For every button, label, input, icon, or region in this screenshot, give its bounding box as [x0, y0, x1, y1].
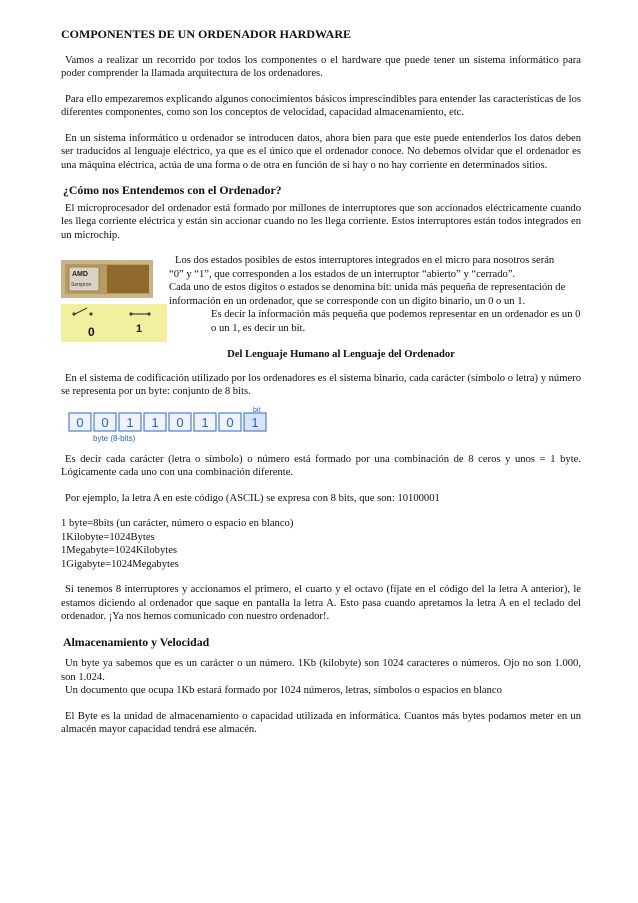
unit-line-byte: 1 byte=8bits (un carácter, número o espacio en blanco) [61, 518, 294, 529]
switch-open-label: 0 [88, 325, 95, 339]
bit-figure-row [61, 254, 581, 342]
paragraph-ascii-example: Por ejemplo, la letra A en este código (ASCIL) se expresa con 8 bits, que son: 10100001 [65, 492, 440, 504]
bit-digit: 0 [101, 414, 109, 430]
paragraph-intro: Vamos a realizar un recorrido por todos los componentes o el hardware que puede tener un sistema informático para poder comprender la llamada arquitectura de los ordenadores. [61, 54, 581, 79]
chip-model-text: Sempron [71, 282, 92, 288]
bit-digit: 0 [176, 414, 184, 430]
bit-text-line-4: Es decir la información más pequeña que podemos representar en un ordenador es un 0 o un 1, es decir un bit. [211, 309, 581, 334]
switch-states-image [61, 304, 167, 342]
paragraph-switch-example: Si tenemos 8 interruptores y accionamos el primero, el cuarto y el octavo (fíjate en el código del la letra A anterior), le estamos diciendo al ordenador que saque en pantalla la letra A. Esto pasa cuando apretamos la letra A en el teclado del ordenador. ¡Ya nos hemos comunicado con nuestro ordenador!. [61, 584, 581, 622]
paragraph-concepts: Para ello empezaremos explicando algunos conocimientos básicos imprescindibles para entender las características de los diferentes componentes, como son los conceptos de velocidad, capacidad almacenamiento, etc. [61, 93, 581, 118]
paragraph-electric: En un sistema informático u ordenador se introducen datos, ahora bien para que este puede entenderlos los datos deben ser traducidos al lenguaje eléctrico, ya que es el único que el ordenador conoce. No debemos olvidar que el ordenador es una máquina eléctrica, actúa de una forma o de otra en función de si hay o no hay corriente en determinados sitios. [61, 132, 581, 171]
heading-understanding: ¿Cómo nos Entendemos con el Ordenador? [63, 183, 282, 197]
bit-text-line-3: Cada uno de estos dígitos o estados se denomina bit: unida más pequeña de representación de información en un ordenador, que se corresponde con un dígito binario, un 0 o un 1. [169, 282, 566, 307]
bit-text-line-2: “0” y “1”, que corresponden a los estados de un interruptor “abierto” y “cerrado”. [169, 268, 516, 280]
document-title: COMPONENTES DE UN ORDENADOR HARDWARE [61, 27, 352, 41]
unit-line-gigabyte: 1Gigabyte=1024Megabytes [61, 558, 179, 570]
document-page [61, 28, 581, 749]
paragraph-byte-combination: Es decir cada carácter (letra o símbolo) o número está formado por una combinación de 8 ceros y unos = 1 byte. Lógicamente cada uno con una combinación diferente. [61, 453, 581, 478]
switch-closed-label: 1 [136, 323, 143, 335]
heading-language: Del Lenguaje Humano al Lenguaje del Ordenador [227, 349, 455, 360]
bit-label: bit [253, 406, 261, 414]
bit-digit: 0 [226, 414, 234, 430]
paragraph-document-size: Un documento que ocupa 1Kb estará formado por 1024 números, letras, símbolos o espacios en blanco [65, 685, 502, 696]
bit-explanation [169, 254, 581, 335]
heading-storage: Almacenamiento y Velocidad [63, 634, 210, 649]
unit-line-megabyte: 1Megabyte=1024Kilobytes [61, 545, 178, 556]
bit-text-line-1: Los dos estados posibles de estos interruptores integrados en el micro para nosotros serán [175, 255, 555, 266]
paragraph-binary: En el sistema de codificación utilizado por los ordenadores es el sistema binario, cada carácter (símbolo o letra) y número se representa por un byte: conjunto de 8 bits. [61, 372, 581, 397]
bit-digit: 1 [201, 414, 209, 430]
paragraph-kilobyte: Un byte ya sabemos que es un carácter o un número. 1Kb (kilobyte) son 1024 caracteres o números. Ojo no son 1.000, son 1.024. [61, 658, 581, 683]
chip-brand-text: AMD [72, 271, 88, 278]
byte-bits-image [67, 405, 279, 443]
bit-digit: 0 [76, 414, 84, 430]
units-list [61, 517, 581, 571]
bit-digit: 1 [251, 414, 259, 430]
bit-digit: 1 [126, 414, 134, 430]
byte-label: byte (8-bits) [93, 433, 136, 443]
paragraph-capacity: El Byte es la unidad de almacenamiento o capacidad utilizada en informática. Cuantos más bytes podamos meter en un almacén mayor capacidad tendrá ese almacén. [61, 710, 581, 735]
cpu-chip-image [61, 260, 153, 298]
paragraph-microprocessor: El microprocesador del ordenador está formado por millones de interruptores que son accionados eléctricamente cuando les llega corriente eléctrica y están sin accionar cuando no les llega corriente. Estos interruptores están todos integrados en un microchip. [61, 202, 581, 241]
unit-line-kilobyte: 1Kilobyte=1024Bytes [61, 531, 155, 543]
bit-digit: 1 [151, 414, 159, 430]
